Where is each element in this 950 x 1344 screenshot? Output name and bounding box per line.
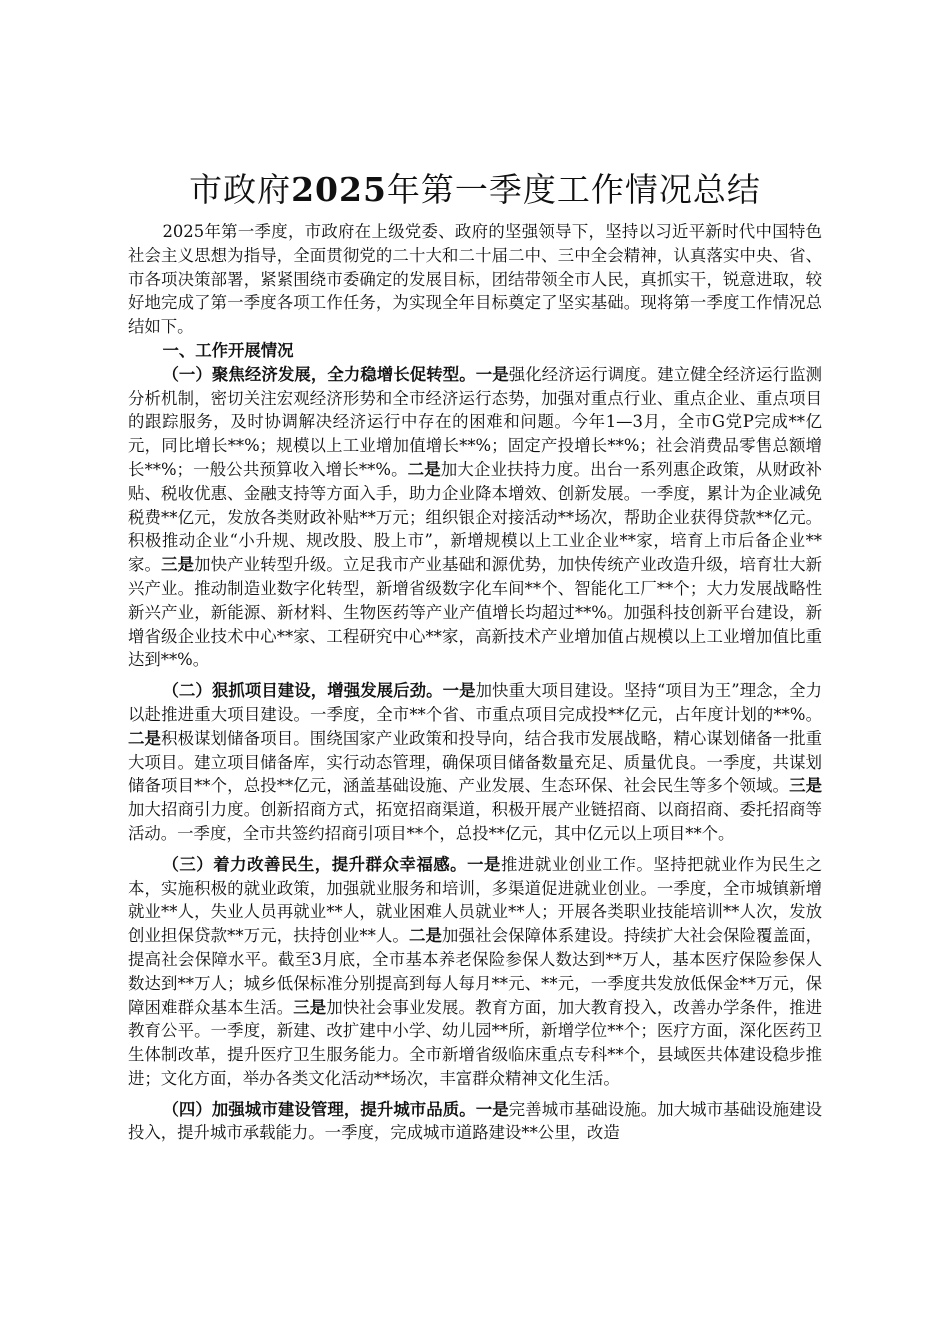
point-label: 二是 xyxy=(408,926,443,946)
point-text: 加大招商引力度。创新招商方式，拓宽招商渠道，积极开展产业链招商、以商招商、委托招商等活动。一季度，全市共签约招商引项目**个，总投**亿元，其中亿元以上项目**个。 xyxy=(128,800,822,843)
point-text: 加快重大项目建设。坚持“项目为王”理念，全力以赴推进重大项目建设。一季度，全市**个省、市重点项目完成投**亿元，占年度计划的**%。 xyxy=(128,681,823,724)
point-label: 一是 xyxy=(475,1099,509,1119)
point-label: 二是 xyxy=(128,728,162,748)
point-text: 积极谋划储备项目。围绕国家产业政策和投导向，结合我市发展战略，精心谋划储备一批重大项目。建立项目储备库，实行动态管理，确保项目储备数量充足、质量优良。一季度，共谋划储备项目**个，总投**亿元，涵盖基础设施、产业发展、生态环保、社会民生等多个领域。 xyxy=(128,728,823,796)
section-heading: 一、工作开展情况 xyxy=(162,340,294,360)
point-label: 三是 xyxy=(293,997,327,1017)
point-text: 加快产业转型升级。立足我市产业基础和源优势，加快传统产业改造升级，培育壮大新兴产业。推动制造业数字化转型，新增省级数字化车间**个、智能化工厂**个；大力发展战略性新兴产业，新能源、新材料、生物医药等产业产值增长均超过**%。加强科技创新平台建设，新增省级企业技术中心**家、工程研究中心**家，高新技术产业增加值占规模以上工业增加值比重达到**%。 xyxy=(128,555,823,670)
point-text: 加大企业扶持力度。出台一系列惠企政策，从财政补贴、税收优惠、金融支持等方面入手，助力企业降本增效、创新发展。一季度，累计为企业减免税费**亿元，发放各类财政补贴**万元；组织银企对接活动**场次，帮助企业获得贷款**亿元。积极推动企业“小升规、规改股、股上市”，新增规模以上工业企业**家，培育上市后备企业**家。 xyxy=(128,459,823,575)
subsection-heading: （四）加强城市建设管理，提升城市品质。 xyxy=(162,1099,476,1119)
point-text: 推进就业创业工作。坚持把就业作为民生之本，实施积极的就业政策，加强就业服务和培训，多渠道促进就业创业。一季度，全市城镇新增就业**人，失业人员再就业**人，就业困难人员就业**人；开展各类职业技能培训**人次，发放创业担保贷款**万元，扶持创业**人。 xyxy=(128,854,823,946)
point-label: 三是 xyxy=(161,555,195,575)
subsection-heading: （一）聚焦经济发展，全力稳增长促转型。 xyxy=(162,364,476,384)
title-suffix: 年第一季度工作情况总结 xyxy=(386,170,761,209)
subsection-paragraph xyxy=(128,363,822,672)
point-label: 三是 xyxy=(789,776,823,796)
title-prefix: 市政府 xyxy=(189,170,292,209)
subsection-paragraph xyxy=(128,853,822,1091)
point-text: 加强社会保障体系建设。持续扩大社会保险覆盖面，提高社会保障水平。截至3月底，全市基本养老保险参保人数达到**万人，基本医疗保险参保人数达到**万人；城乡低保标准分别提高到每人每月**元、**元，一季度共发放低保金**万元，保障困难群众基本生活。 xyxy=(128,926,823,1017)
subsection-paragraph xyxy=(128,679,822,846)
point-label: 一是 xyxy=(442,681,476,701)
document-title xyxy=(128,168,822,212)
point-label: 二是 xyxy=(407,459,441,479)
point-text: 加快社会事业发展。教育方面，加大教育投入，改善办学条件，推进教育公平。一季度，新建、改扩建中小学、幼儿园**所，新增学位**个；医疗方面，深化医药卫生体制改革，提升医疗卫生服务能力。全市新增省级临床重点专科**个，县域医共体建设稳步推进；文化方面，举办各类文化活动**场次，丰富群众精神文化生活。 xyxy=(128,997,823,1088)
document-page xyxy=(128,168,822,1145)
point-label: 一是 xyxy=(467,854,501,874)
intro-paragraph: 2025年第一季度，市政府在上级党委、政府的坚强领导下，坚持以习近平新时代中国特色社会主义思想为指导，全面贯彻党的二十大和二十届二中、三中全会精神，认真落实中央、省、市各项决策部署，紧紧围绕市委确定的发展目标，团结带领全市人民，真抓实干，锐意进取，较好地完成了第一季度各项工作任务，为实现全年目标奠定了坚实基础。现将第一季度工作情况总结如下。 xyxy=(128,222,822,337)
point-text: 强化经济运行调度。建立健全经济运行监测分析机制，密切关注宏观经济形势和全市经济运行态势，加强对重点行业、重点企业、重点项目的跟踪服务，及时协调解决经济运行中存在的困难和问题。今年1—3月，全市G党P完成**亿元，同比增长**%；规模以上工业增加值增长**%；固定产投增长**%；社会消费品零售总额增长**%；一般公共预算收入增长**%。 xyxy=(128,364,823,479)
title-year: 2025 xyxy=(291,170,387,209)
subsection-heading: （三）着力改善民生，提升群众幸福感。 xyxy=(162,854,468,874)
point-label: 一是 xyxy=(475,364,509,384)
point-text: 完善城市基础设施。加大城市基础设施建设投入，提升城市承载能力。一季度，完成城市道路建设**公里，改造 xyxy=(128,1099,823,1143)
subsection-heading: （二）狠抓项目建设，增强发展后劲。 xyxy=(162,681,443,701)
subsection-paragraph xyxy=(128,1098,822,1146)
